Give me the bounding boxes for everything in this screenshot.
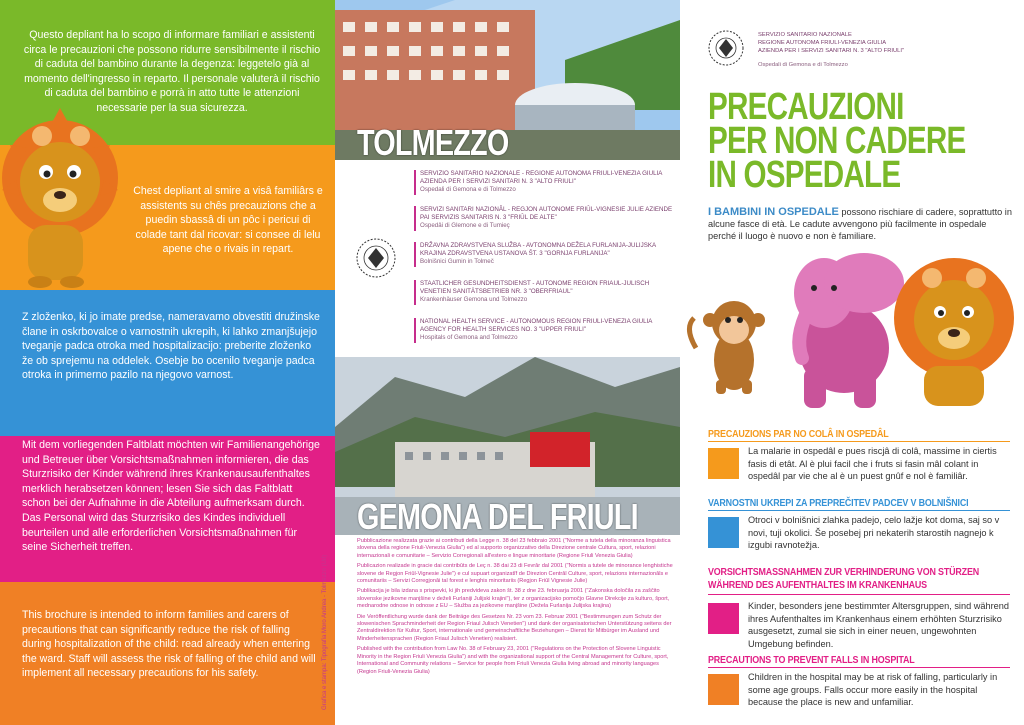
intro-slovenian-panel xyxy=(0,290,335,436)
agency-sub: Ospedali di Gemona e di Tolmezzo xyxy=(758,62,848,68)
credit-german: Die Veröffentlichung wurde dank der Beiträge des Gesetzes Nr. 23 vom 23. Februar 2001 ("Bestimmungen zum Schutz der slowenischen Sprachminderheit der Region Friaul Julisch Venetien") und dank der organisatorischen Unterstützung seitens der Zentraldirektion für Kultur, Sport, internationale und gemeinschaftliche Beziehungen – Dienst für Mitbürger im Ausland und Minderheitensprachen (Region Friaul Julisch Venetien) realisiert. xyxy=(357,613,672,642)
tolmezzo-title: TOLMEZZO xyxy=(357,122,509,163)
section-english-text: Children in the hospital may be at risk of falling, particularly in some age groups. Falls occur more easily in the hospital because the place is new and unfamiliar. xyxy=(748,672,998,708)
section-friulian-text: La malarie in ospedâl e pues riscjâ di colâ, massime in ciertis fasis di etât. Al è plui facil che i fruts si fasin mâl colant in ospedâl par vie che al è un puest gnûf e nol è familiâr. xyxy=(748,446,997,482)
section-german-heading: VORSICHTSMASSNAHMEN ZUR VERHINDERUNG VON STÜRZEN WÄHREND DES AUFENTHALTES IM KRANKENHAUS xyxy=(708,566,980,591)
credit-slovenian: Publikacija je bila izdana s prispevki, ki jih predvideva zakon št. 38 z dne 23. februarja 2001 ("Zakonska določila za zaščito slovenske jezikovne manjšine v deželi Furlaniji Julijski krajini"), ter z organizacijsko pomočjo Glavne Direkcije za kulturo, šport, mednarodne odnose in odnose z EU – Služba za jezikovne manjšine (Dežela Furlanija Julijska krajina) xyxy=(357,588,670,610)
agency-header xyxy=(758,31,904,69)
section-slovenian-rule xyxy=(708,510,1010,511)
section-english-heading: PRECAUTIONS TO PREVENT FALLS IN HOSPITAL xyxy=(708,654,915,666)
main-title xyxy=(708,86,966,196)
intro-german-text: Mit dem vorliegenden Faltblatt möchten wir Familienangehörige und Betreuer über Vorsichtsmaßnahmen informieren, die das Sturzrisiko der Kinder während ihres Krankenausaufenthaltes merklich herabsetzen können; lesen Sie sich das Faltblatt schon bei der Aufnahme in die Abteilung aufmerksam durch. Das Personal wird das Sturzrisiko des Kindes individuell beurteilen und alle erforderlichen Vorsichtsmaßnahmen für seine Sicherheit treffen. xyxy=(22,439,320,554)
main-title-line-2: PER NON CADERE xyxy=(708,120,966,162)
publication-credits xyxy=(357,538,677,679)
intro-english-text: This brochure is intended to inform families and carers of precautions that can significantly reduce the risk of falling during hospitalization of the child: read already when entering the ward. Staff will assess the risk of falling of the child and will implement all necessary precautions for his safety. xyxy=(22,609,316,680)
org-friulian-main: SERVIZI SANITARI NAZIONÂL - REGJON AUTONOME FRIÛL-VIGNESIE JULIE AZIENDE PAI SERVIZIS SANITARIS N. 3 "FRIÛL DE ALTE" xyxy=(420,206,673,222)
org-german-sub: Krankenhäuser Gemona und Tolmezzo xyxy=(420,296,528,304)
section-german-square xyxy=(708,603,739,634)
lead-bold: I BAMBINI IN OSPEDALE xyxy=(708,206,839,218)
credit-italian: Pubblicazione realizzata grazie ai contributi della Legge n. 38 del 23 febbraio 2001 ("Norme a tutela della minoranza linguistica slovena della regione Friuli-Venezia Giulia") ed al supporto organizzativo della Direzione centrale Cultura, sport, relazioni internazionali e comunitarie – Servizio Corregionali all'estero e lingue minoritarie (Regione Friuli Venezia Giulia) xyxy=(357,538,671,559)
agency-line-2: REGIONE AUTONOMA FRIULI-VENEZIA GIULIA xyxy=(758,40,887,46)
section-slovenian-square xyxy=(708,517,739,548)
org-friulian-sub: Ospedâi di Glemone e di Tumieç xyxy=(420,222,510,230)
org-slovenian-main: DRŽAVNA ZDRAVSTVENA SLUŽBA - AVTONOMNA DEŽELA FURLANIJA-JULIJSKA KRAJINA ZDRAVSTVENA USTANOVA ŠT. 3 "GORNJA FURLANIJA" xyxy=(420,242,656,258)
agency-seal-icon xyxy=(352,236,400,280)
intro-friulian-text: Chest depliant al smire a visâ familiârs e assistents su chês precauzions che a puedin sbassâ di un pôc i pericui di colade tant dal ricovar: si consee di lelu apene che o rivais in repart. xyxy=(133,185,323,256)
org-slovenian xyxy=(414,242,678,267)
org-german xyxy=(414,280,678,305)
section-friulian-heading: PRECAUZIONS PAR NO COLÂ IN OSPEDÂL xyxy=(708,428,889,440)
intro-italian-text: Questo depliant ha lo scopo di informare familiari e assistenti circa le precauzioni che possono ridurre sensibilmente il rischio di caduta del bambino durante la degenza: leggetelo già al momento dell'ingresso in reparto. Il personale valuterà il rischio di caduta del bambino e porrà in atto tutte le attenzioni necessarie per la sua sicurezza. xyxy=(23,29,321,114)
section-slovenian-heading: VARNOSTNI UKREPI ZA PREPREČITEV PADCEV V BOLNIŠNICI xyxy=(708,497,969,509)
intro-english-panel xyxy=(0,582,335,725)
org-german-main: STAATLICHER GESUNDHEITSDIENST - AUTONOME REGION FRIAUL-JULISCH VENETIEN SANITÄTSBETRIEB NR. 3 "OBERFRIAUL" xyxy=(420,280,650,296)
org-english-main: NATIONAL HEALTH SERVICE - AUTONOMOUS REGION FRIULI-VENEZIA GIULIA AGENCY FOR HEALTH SERVICES NO. 3 "UPPER FRIULI" xyxy=(420,318,653,334)
main-title-line-3: IN OSPEDALE xyxy=(708,154,901,196)
lead-paragraph xyxy=(708,206,1013,242)
section-english-rule xyxy=(708,667,1010,668)
agency-line-1: SERVIZIO SANITARIO NAZIONALE xyxy=(758,32,852,38)
section-slovenian-text: Otroci v bolnišnici zlahka padejo, celo lažje kot doma, saj so v novi, tuji okolici. Še posebej pri nekaterih starostih nagnejo k izgubi ravnotežja. xyxy=(748,515,1000,551)
agency-seal-icon-right xyxy=(706,28,746,68)
lion-illustration-left xyxy=(0,100,125,290)
org-italian xyxy=(414,170,678,195)
org-english-sub: Hospitals of Gemona and Tolmezzo xyxy=(420,334,518,342)
section-friulian-square xyxy=(708,448,739,479)
intro-german-panel xyxy=(0,436,335,582)
org-english xyxy=(414,318,678,343)
credit-friulian: Publicazion realizade in gracie dai contribûts de Leç n. 38 dai 23 di Fevrâr dal 2001 ("Normis a tutele de minorance lenghistiche slovene de Regjon Friûl-Vignesie Julie") e cul supuart organizatîf de Direzion Centrâl Culture, sport, relazions internazionâls e comunitariis – Servizi Corregjonâi tal forest e lenghis minoritariis (Regjon Friûl Vignesie Julie) xyxy=(357,563,673,585)
animals-illustration xyxy=(684,248,1024,413)
lead-text: possono rischiare di cadere, soprattutto in alcune fasce di età. Le cadute avvengono più facilmente in ospedale perché il luogo è nuovo e non è familiare. xyxy=(708,207,1012,241)
section-german-text: Kinder, besonders jene bestimmter Altersgruppen, sind während ihres Aufenthaltes im Krankenhaus einem erhöhten Sturzrisiko ausgesetzt, zumal sie sich in einer neuen, ungewohnten Umgebung befinden. xyxy=(748,601,1009,649)
credit-english: Published with the contribution from Law No. 38 of February 23, 2001 ("Regulations on the Protection of Slovene Linguistic Minority in the Region Friuli Venezia Giulia") and with the organizational support of the Central Management for Culture, sport, International and Community relations – Service for people from Friuli Venezia Giulia living abroad and minority languages (Region Friuli-Venezia Giulia) xyxy=(357,646,669,675)
org-italian-sub: Ospedali di Gemona e di Tolmezzo xyxy=(420,186,516,194)
main-title-line-1: PRECAUZIONI xyxy=(708,86,904,128)
printer-credit: Grafica e stampa: Tipografia Moro Andrea - Tolmezzo (Ud) xyxy=(322,554,328,710)
org-friulian xyxy=(414,206,678,231)
section-friulian-rule xyxy=(708,441,1010,442)
gemona-title: GEMONA DEL FRIULI xyxy=(357,496,638,537)
section-german-rule xyxy=(708,594,1010,595)
org-slovenian-sub: Bolnišnici Gumin in Tolmeč xyxy=(420,258,494,266)
org-italian-main: SERVIZIO SANITARIO NAZIONALE - REGIONE AUTONOMA FRIULI-VENEZIA GIULIA AZIENDA PER I SERVIZI SANITARI N. 3 "ALTO FRIULI" xyxy=(420,170,663,186)
agency-line-3: AZIENDA PER I SERVIZI SANITARI N. 3 "ALTO FRIULI" xyxy=(758,48,905,54)
intro-slovenian-text: Z zloženko, ki jo imate predse, nameravamo obvestiti družinske člane in oskrbovalce o varnostnih ukrepih, ki lahko zmanjšujejo tveganje padca otroka med hospitalizacijo: preberite zloženko že ob sprejemu na oddelek. Osebje bo ocenilo tveganje padca otroka in primerno pazilo na njegovo varnost. xyxy=(22,311,320,382)
section-english-square xyxy=(708,674,739,705)
